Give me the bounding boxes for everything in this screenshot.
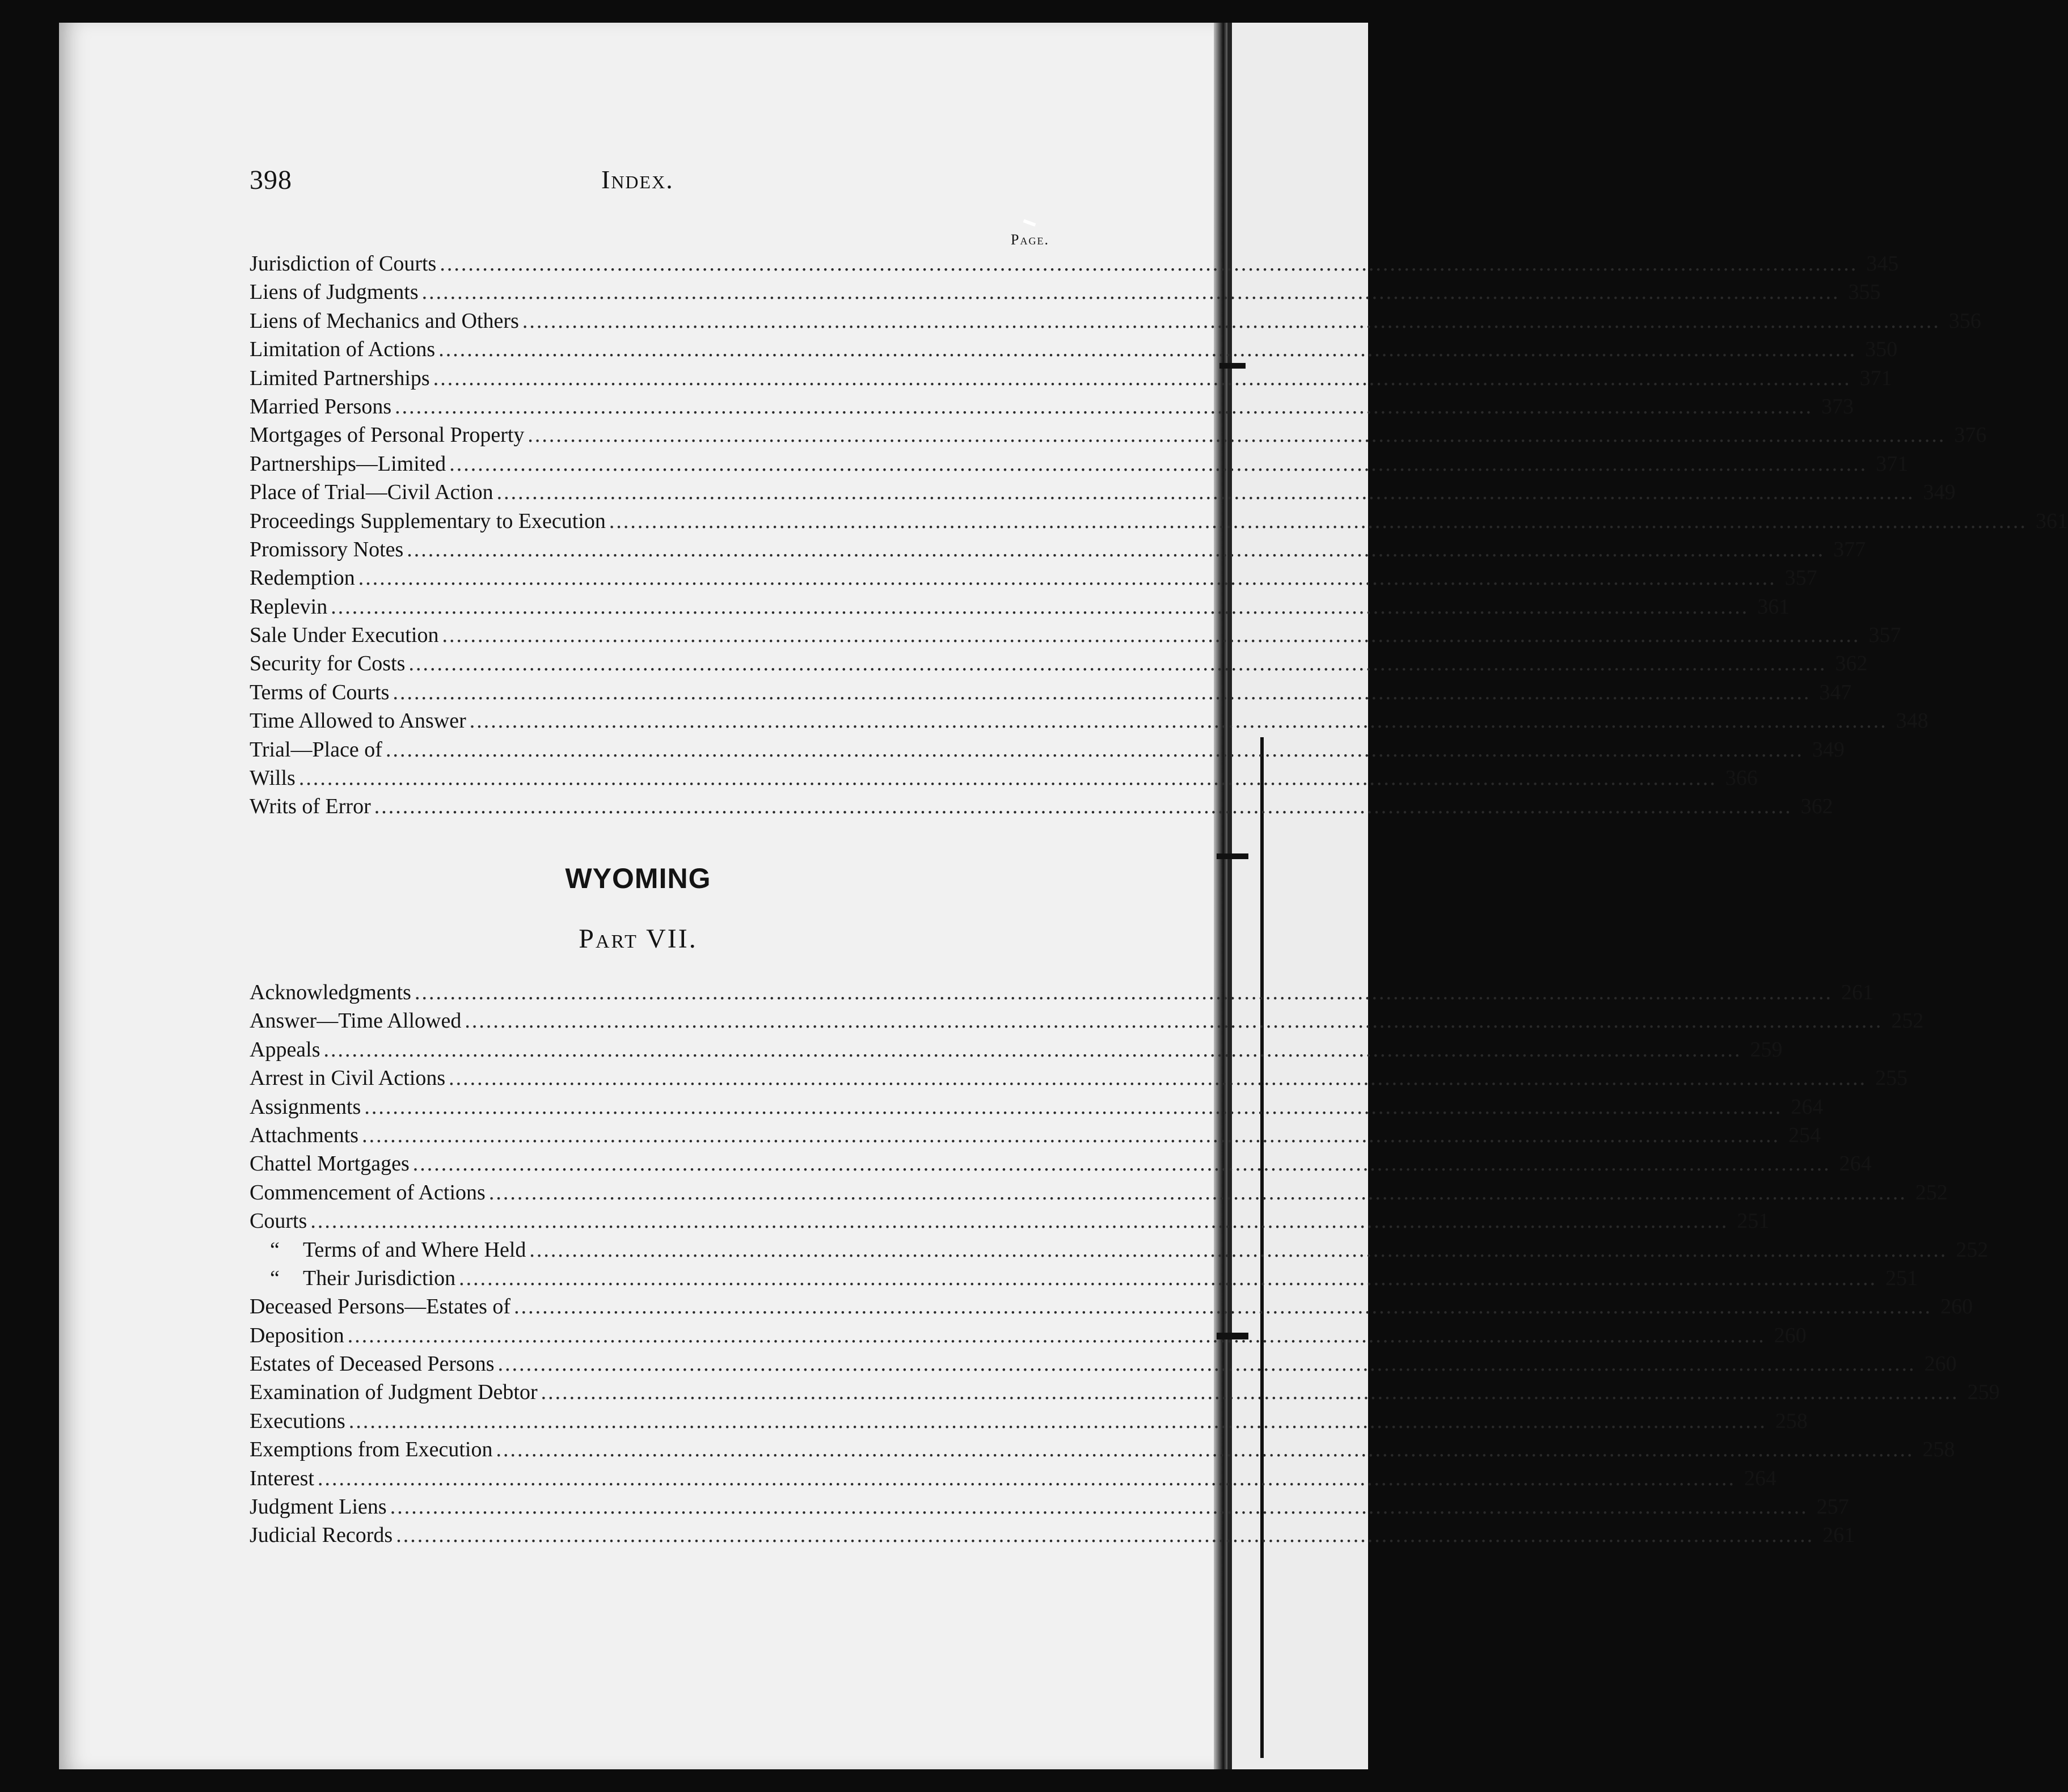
index-entry	[250, 649, 1868, 678]
index-entry-text: Terms of Courts	[250, 680, 390, 704]
index-entry-text: Interest	[250, 1466, 314, 1490]
dot-leader: ........................................................................................................................................................................................................	[395, 394, 1813, 419]
dot-leader: ........................................................................................................................................................................................................	[496, 1438, 1914, 1462]
index-entry-label	[250, 1121, 358, 1149]
index-entry-page: 251	[1737, 1209, 1770, 1233]
section-subtitle: Part VII.	[579, 924, 698, 954]
dot-leader: ........................................................................................................................................................................................................	[449, 451, 1868, 476]
index-entry-text: Sale Under Execution	[250, 623, 439, 648]
dot-leader: ........................................................................................................................................................................................................	[374, 794, 1792, 819]
index-entry-page: 373	[1821, 394, 1854, 419]
dot-leader: ........................................................................................................................................................................................................	[529, 1237, 1948, 1262]
index-entry	[250, 1064, 1908, 1092]
index-entry	[250, 1207, 1770, 1235]
index-entry-text: Mortgages of Personal Property	[250, 423, 525, 447]
index-entry	[250, 1036, 1783, 1064]
index-entry-text: Chattel Mortgages	[250, 1152, 410, 1176]
dot-leader: ........................................................................................................................................................................................................	[323, 1037, 1742, 1062]
index-entry-page: 355	[1848, 280, 1881, 305]
index-entry-label	[250, 278, 419, 306]
index-entry-label	[250, 1493, 387, 1521]
index-entry-text: Executions	[250, 1409, 345, 1433]
index-entry	[250, 1435, 1955, 1464]
index-entry-text: Arrest in Civil Actions	[250, 1066, 446, 1091]
index-entry	[250, 764, 1758, 792]
index-entry-label	[250, 421, 524, 449]
index-entry	[250, 1521, 1855, 1549]
index-entry	[250, 1378, 2000, 1406]
index-entry-text: Deposition	[250, 1323, 344, 1347]
dot-leader: ........................................................................................................................................................................................................	[459, 1266, 1877, 1290]
index-entry-text: Partnerships—Limited	[250, 451, 446, 476]
dot-leader: ........................................................................................................................................................................................................	[527, 423, 1946, 447]
index-entry-label	[250, 621, 438, 649]
index-entry-text: Limited Partnerships	[250, 366, 430, 390]
index-entry-page: 347	[1819, 680, 1852, 704]
index-entry-label	[250, 593, 327, 621]
index-entry	[250, 1321, 1807, 1350]
index-entry-label	[250, 1407, 345, 1435]
index-entry-page: 350	[1865, 337, 1898, 362]
ditto-mark: “	[270, 1266, 280, 1290]
index-entry-page: 261	[1841, 980, 1873, 1004]
index-entry-label	[250, 1149, 410, 1178]
index-entry-label	[250, 392, 391, 421]
dot-leader: ........................................................................................................................................................................................................	[331, 594, 1749, 619]
index-entry-page: 260	[1924, 1352, 1957, 1376]
index-entry-label	[250, 335, 435, 364]
index-entry	[250, 450, 1909, 478]
dot-leader: ........................................................................................................................................................................................................	[385, 737, 1804, 762]
index-entry	[250, 978, 1873, 1007]
index-entry-page: 257	[1816, 1495, 1849, 1519]
index-entry-text: Security for Costs	[250, 652, 406, 676]
index-entry-page: 260	[1774, 1323, 1807, 1347]
index-entry-label	[250, 1007, 461, 1035]
index-entry-text: Limitation of Actions	[250, 337, 436, 362]
binding-tick-mark	[1217, 853, 1248, 859]
index-entry-text: Promissory Notes	[250, 537, 404, 561]
index-entry-label	[250, 507, 606, 535]
index-entry-text: Assignments	[250, 1094, 361, 1119]
dot-leader: ........................................................................................................................................................................................................	[407, 537, 1825, 561]
index-entry-label	[250, 535, 403, 564]
dot-leader: ........................................................................................................................................................................................................	[317, 1466, 1736, 1490]
index-entry	[250, 1149, 1872, 1178]
index-entry-text: Judicial Records	[250, 1523, 393, 1548]
index-entry-page: 362	[1800, 794, 1833, 819]
dot-leader: ........................................................................................................................................................................................................	[421, 280, 1840, 305]
index-entry-page: 264	[1744, 1466, 1776, 1490]
running-head-title: Index.	[601, 165, 674, 194]
index-entry-label	[250, 649, 405, 678]
index-entry-text: Attachments	[250, 1123, 359, 1147]
index-entry-label	[250, 1350, 495, 1378]
index-entry-text: Liens of Judgments	[250, 280, 419, 305]
dot-leader: ........................................................................................................................................................................................................	[488, 1180, 1907, 1204]
index-entry-text: Examination of Judgment Debtor	[250, 1380, 538, 1405]
dot-leader: ........................................................................................................................................................................................................	[497, 1352, 1916, 1376]
dot-leader: ........................................................................................................................................................................................................	[609, 509, 2027, 533]
index-entry-label	[250, 307, 519, 335]
index-entry-text: Redemption	[250, 566, 355, 590]
index-entry-page: 259	[1750, 1037, 1783, 1062]
index-entry-text: Proceedings Supplementary to Execution	[250, 509, 606, 533]
dot-leader: ........................................................................................................................................................................................................	[438, 337, 1857, 362]
index-entry	[250, 1093, 1824, 1121]
index-entry-label	[250, 1521, 393, 1549]
index-entry-page: 252	[1891, 1009, 1924, 1033]
index-entry	[250, 1264, 1918, 1292]
dot-leader: ........................................................................................................................................................................................................	[364, 1094, 1783, 1119]
index-entry-text: Answer—Time Allowed	[250, 1009, 462, 1033]
index-entry-label	[250, 1292, 510, 1321]
index-entry-text: Acknowledgments	[250, 980, 411, 1004]
index-entry	[250, 1493, 1849, 1521]
index-entry-page: 356	[1948, 308, 1981, 333]
index-entry-label	[250, 1321, 344, 1350]
index-entry-page: 255	[1875, 1066, 1908, 1091]
index-entry-page: 251	[1885, 1266, 1918, 1290]
dot-leader: ........................................................................................................................................................................................................	[393, 680, 1811, 704]
index-entry-page: 361	[1757, 594, 1790, 619]
index-entry-label	[250, 736, 382, 764]
index-entry-text: Estates of Deceased Persons	[250, 1352, 495, 1376]
index-entry-text: Commencement of Actions	[250, 1180, 486, 1204]
index-entry-page: 252	[1915, 1180, 1948, 1204]
index-entry	[250, 678, 1852, 707]
index-entry-label	[250, 250, 436, 278]
index-entry	[250, 421, 1987, 449]
index-entry	[250, 307, 1981, 335]
index-entry-label	[250, 1207, 307, 1235]
index-list-wyoming	[250, 978, 2000, 1550]
index-entry-text: Writs of Error	[250, 794, 371, 819]
index-entry	[250, 1407, 1808, 1435]
index-entry	[250, 564, 1817, 592]
index-entry-page: 349	[1923, 480, 1956, 505]
index-entry-text: Appeals	[250, 1037, 320, 1062]
index-entry-label	[250, 707, 466, 735]
index-entry	[250, 1121, 1821, 1149]
index-entry	[250, 1007, 1924, 1035]
dot-leader: ........................................................................................................................................................................................................	[310, 1209, 1729, 1233]
index-entry-page: 371	[1876, 451, 1909, 476]
index-entry-text: Place of Trial—Civil Action	[250, 480, 493, 505]
index-entry-label	[250, 478, 493, 506]
dot-leader: ........................................................................................................................................................................................................	[412, 1152, 1831, 1176]
dot-leader: ........................................................................................................................................................................................................	[298, 766, 1717, 791]
index-entry-page: 366	[1725, 766, 1758, 791]
index-entry-page: 258	[1922, 1438, 1955, 1462]
index-entry	[250, 593, 1790, 621]
index-entry-label	[250, 1435, 492, 1464]
index-entry-page: 357	[1868, 623, 1901, 648]
index-entry	[250, 278, 1881, 306]
index-entry-page: 377	[1833, 537, 1866, 561]
index-entry-label	[250, 1178, 486, 1207]
index-entry	[250, 364, 1892, 392]
index-entry-page: 376	[1954, 423, 1987, 447]
index-entry-page: 264	[1839, 1152, 1872, 1176]
index-entry-label	[250, 1236, 526, 1264]
index-entry	[250, 335, 1898, 364]
index-entry	[250, 392, 1854, 421]
dot-leader: ........................................................................................................................................................................................................	[440, 252, 1858, 276]
index-entry-text: Courts	[250, 1209, 307, 1233]
index-entry-label	[250, 564, 355, 592]
index-entry	[250, 507, 2068, 535]
page-column-label: Page.	[1011, 231, 1049, 248]
index-entry-label	[250, 1093, 361, 1121]
dot-leader: ........................................................................................................................................................................................................	[469, 709, 1888, 733]
index-entry	[250, 707, 1928, 735]
dot-leader: ........................................................................................................................................................................................................	[362, 1123, 1780, 1147]
index-entry-page: 252	[1956, 1237, 1989, 1262]
index-entry-text: Replevin	[250, 594, 328, 619]
index-entry-label	[250, 1464, 314, 1493]
index-entry	[250, 1292, 1973, 1321]
index-entry-label	[250, 1378, 538, 1406]
dot-leader: ........................................................................................................................................................................................................	[408, 652, 1827, 676]
index-entry-page: 258	[1775, 1409, 1808, 1433]
index-entry	[250, 736, 1845, 764]
dot-leader: ........................................................................................................................................................................................................	[465, 1009, 1883, 1033]
index-entry	[250, 1236, 1989, 1264]
dot-leader: ........................................................................................................................................................................................................	[358, 566, 1776, 590]
index-entry-label	[250, 1264, 455, 1292]
dot-leader: ........................................................................................................................................................................................................	[522, 308, 1940, 333]
index-entry-page: 361	[2035, 509, 2068, 533]
index-entry	[250, 535, 1866, 564]
index-entry	[250, 250, 1899, 278]
index-entry-text: Exemptions from Execution	[250, 1438, 493, 1462]
index-entry-text: Terms of and Where Held	[303, 1237, 526, 1262]
index-entry-label	[250, 678, 389, 707]
index-entry-label	[250, 978, 411, 1007]
index-entry-page: 348	[1896, 709, 1928, 733]
index-list-continued	[250, 250, 2068, 821]
index-entry-page: 254	[1788, 1123, 1821, 1147]
ditto-mark: “	[270, 1237, 280, 1262]
index-entry-text: Trial—Place of	[250, 737, 382, 762]
dot-leader: ........................................................................................................................................................................................................	[514, 1295, 1932, 1319]
index-entry	[250, 1178, 1948, 1207]
index-entry-page: 260	[1940, 1295, 1973, 1319]
index-entry-text: Wills	[250, 766, 296, 791]
dot-leader: ........................................................................................................................................................................................................	[396, 1523, 1814, 1548]
dot-leader: ........................................................................................................................................................................................................	[348, 1409, 1767, 1433]
index-entry-page: 345	[1866, 252, 1899, 276]
index-entry-text: Liens of Mechanics and Others	[250, 308, 519, 333]
index-entry-label	[250, 1036, 320, 1064]
index-entry-label	[250, 764, 296, 792]
section-title: WYOMING	[565, 863, 711, 894]
index-entry-label	[250, 1064, 445, 1092]
index-entry-text: Deceased Persons—Estates of	[250, 1295, 511, 1319]
index-entry-text: Time Allowed to Answer	[250, 709, 466, 733]
index-entry	[250, 1350, 1957, 1378]
index-entry-label	[250, 792, 371, 821]
dot-leader: ........................................................................................................................................................................................................	[541, 1380, 1959, 1405]
index-entry-label	[250, 364, 430, 392]
index-entry-page: 362	[1835, 652, 1868, 676]
dot-leader: ........................................................................................................................................................................................................	[347, 1323, 1766, 1347]
ink-speck	[1023, 219, 1036, 226]
dot-leader: ........................................................................................................................................................................................................	[496, 480, 1915, 505]
index-entry	[250, 1464, 1776, 1493]
dot-leader: ........................................................................................................................................................................................................	[442, 623, 1860, 648]
index-entry-page: 261	[1822, 1523, 1855, 1548]
index-entry-label	[250, 450, 446, 478]
dot-leader: ........................................................................................................................................................................................................	[390, 1495, 1808, 1519]
index-entry-text: Jurisdiction of Courts	[250, 252, 437, 276]
index-entry-text: Judgment Liens	[250, 1495, 387, 1519]
index-entry-page: 264	[1791, 1094, 1824, 1119]
index-entry-text: Their Jurisdiction	[303, 1266, 456, 1290]
index-entry-page: 357	[1784, 566, 1817, 590]
index-entry	[250, 621, 1901, 649]
index-entry	[250, 478, 1956, 506]
index-entry-text: Married Persons	[250, 394, 392, 419]
dot-leader: ........................................................................................................................................................................................................	[433, 366, 1851, 390]
dot-leader: ........................................................................................................................................................................................................	[449, 1066, 1867, 1091]
index-entry	[250, 792, 1833, 821]
index-entry-page: 371	[1859, 366, 1892, 390]
page-number: 398	[250, 165, 292, 195]
dot-leader: ........................................................................................................................................................................................................	[414, 980, 1833, 1004]
index-entry-page: 349	[1812, 737, 1845, 762]
index-entry-page: 259	[1967, 1380, 2000, 1405]
